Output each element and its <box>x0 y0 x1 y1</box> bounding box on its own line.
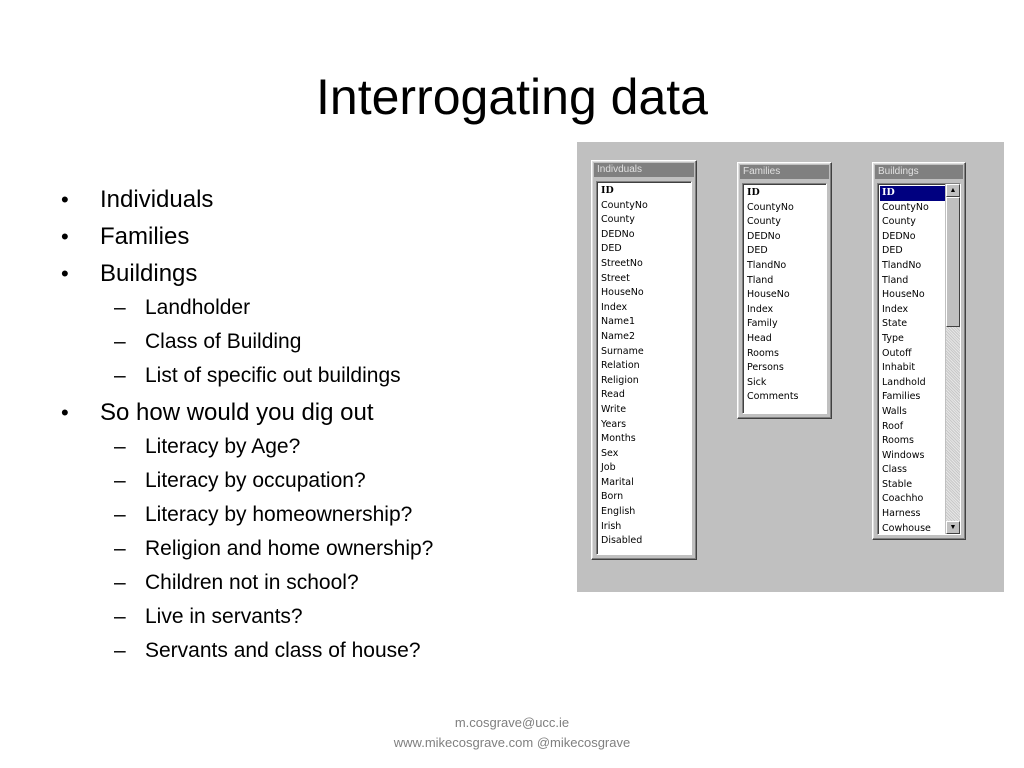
bullet-list <box>58 180 558 668</box>
sub-bullet-item: – Servants and class of house? <box>100 634 558 668</box>
table-field-item[interactable]: Read <box>601 389 625 401</box>
sub-bullet-item: – Children not in school? <box>100 566 558 600</box>
buildings-table-window[interactable] <box>872 162 966 540</box>
table-field-item[interactable]: Coachho <box>882 493 924 505</box>
table-field-item[interactable]: HouseNo <box>882 289 925 301</box>
table-field-item[interactable]: Sex <box>601 447 619 459</box>
footer-email: m.cosgrave@ucc.ie <box>454 715 570 730</box>
table-field-item[interactable]: Marital <box>601 476 634 488</box>
buildings-scrollbar[interactable] <box>945 184 960 534</box>
table-field-item[interactable]: Inhabit <box>882 362 916 374</box>
table-field-item[interactable]: Rooms <box>882 435 915 447</box>
table-field-item[interactable]: CountyNo <box>747 201 794 213</box>
table-field-item[interactable]: DED <box>601 243 622 255</box>
table-field-item[interactable]: DEDNo <box>882 230 916 242</box>
bullet-text: Buildings <box>100 260 198 287</box>
table-field-item[interactable]: Class <box>882 464 907 476</box>
scroll-down-arrow-icon[interactable]: ▼ <box>946 521 960 534</box>
families-table-title: Families <box>740 165 829 179</box>
table-field-item[interactable]: Irish <box>601 520 622 532</box>
table-field-item[interactable]: Born <box>601 491 624 503</box>
table-field-item[interactable]: Comments <box>747 391 799 403</box>
table-field-item[interactable]: Outoff <box>882 347 912 359</box>
table-field-item[interactable]: Religion <box>601 374 639 386</box>
table-field-item[interactable]: Write <box>601 403 627 415</box>
table-field-item[interactable]: StreetNo <box>601 257 643 269</box>
table-field-item[interactable]: Months <box>601 433 636 445</box>
scroll-up-arrow-icon[interactable]: ▲ <box>946 184 960 197</box>
table-field-item[interactable]: Families <box>882 391 921 403</box>
table-field-item[interactable]: CountyNo <box>601 199 648 211</box>
sub-bullet-item: – Live in servants? <box>100 600 558 634</box>
table-field-item[interactable]: Surname <box>601 345 644 357</box>
table-field-item[interactable]: Rooms <box>747 347 780 359</box>
table-field-item[interactable]: Name2 <box>601 330 636 342</box>
table-field-item[interactable]: Cowhouse <box>882 522 931 534</box>
table-field-item[interactable]: Landhold <box>882 376 926 388</box>
table-field-item[interactable]: DED <box>882 245 903 257</box>
table-field-item[interactable]: CountyNo <box>882 201 929 213</box>
sub-bullet-item: – Literacy by homeownership? <box>100 498 558 532</box>
table-field-item[interactable]: Index <box>601 301 628 313</box>
sub-bullet-item: – Class of Building <box>100 325 558 359</box>
sub-bullet-list <box>100 430 558 668</box>
table-field-item[interactable]: DED <box>747 245 768 257</box>
sub-bullet-list <box>100 291 558 393</box>
table-field-item[interactable]: State <box>882 318 908 330</box>
bullet-item <box>58 183 558 217</box>
families-table-window[interactable] <box>737 162 832 419</box>
table-field-item[interactable]: Job <box>601 462 616 474</box>
sub-bullet-item: – Literacy by occupation? <box>100 464 558 498</box>
table-field-item[interactable]: Sick <box>747 376 767 388</box>
sub-bullet-item: – Landholder <box>100 291 558 325</box>
table-field-item[interactable]: English <box>601 506 636 518</box>
sub-bullet-item: – Religion and home ownership? <box>100 532 558 566</box>
table-field-item[interactable]: HouseNo <box>601 287 644 299</box>
table-field-item[interactable]: Family <box>747 318 778 330</box>
table-field-item[interactable]: Name1 <box>601 316 636 328</box>
table-field-item[interactable]: Type <box>882 332 904 344</box>
table-field-item[interactable]: TlandNo <box>882 259 922 271</box>
footer-website: www.mikecosgrave.com @mikecosgrave <box>393 735 631 750</box>
table-field-item[interactable]: HouseNo <box>747 289 790 301</box>
table-field-item[interactable]: TlandNo <box>747 259 787 271</box>
bullet-text: So how would you dig out <box>100 399 374 426</box>
table-field-item[interactable]: County <box>882 216 916 228</box>
table-field-item[interactable]: DEDNo <box>747 230 781 242</box>
table-field-item[interactable]: DEDNo <box>601 228 635 240</box>
bullet-text: Families <box>100 223 190 250</box>
families-field-list[interactable] <box>742 183 827 414</box>
table-field-item[interactable]: Stable <box>882 478 913 490</box>
table-field-item[interactable]: Tland <box>882 274 909 286</box>
table-field-item[interactable]: Years <box>601 418 627 430</box>
scroll-thumb[interactable] <box>946 197 960 327</box>
table-field-item[interactable]: ID <box>747 187 760 198</box>
table-field-item[interactable]: Disabled <box>601 535 643 547</box>
bullet-text: Individuals <box>100 186 214 213</box>
table-field-item[interactable]: Head <box>747 332 772 344</box>
table-field-item[interactable]: Persons <box>747 362 784 374</box>
table-field-item[interactable]: Roof <box>882 420 904 432</box>
individuals-table-window[interactable] <box>591 160 697 560</box>
table-field-item[interactable]: Windows <box>882 449 925 461</box>
bullet-item <box>58 220 558 254</box>
table-field-item[interactable]: Street <box>601 272 630 284</box>
bullet-item <box>58 257 558 393</box>
table-field-item[interactable]: ID <box>601 185 614 196</box>
bullet-item <box>58 396 558 668</box>
buildings-field-list[interactable] <box>877 183 961 535</box>
table-field-item[interactable]: Index <box>747 303 774 315</box>
individuals-table-title: Indivduals <box>594 163 694 177</box>
table-field-item[interactable]: Walls <box>882 405 907 417</box>
individuals-field-list[interactable] <box>596 181 692 555</box>
buildings-table-title: Buildings <box>875 165 963 179</box>
slide-title: Interrogating data <box>316 69 708 125</box>
table-field-item[interactable]: ID <box>880 186 945 201</box>
table-field-item[interactable]: Relation <box>601 360 640 372</box>
table-field-item[interactable]: Tland <box>747 274 774 286</box>
sub-bullet-item: – Literacy by Age? <box>100 430 558 464</box>
sub-bullet-item: – List of specific out buildings <box>100 359 558 393</box>
table-field-item[interactable]: County <box>747 216 781 228</box>
table-field-item[interactable]: Index <box>882 303 909 315</box>
table-field-item[interactable]: Harness <box>882 508 921 520</box>
table-field-item[interactable]: County <box>601 214 635 226</box>
database-tables-screenshot <box>577 142 1004 592</box>
